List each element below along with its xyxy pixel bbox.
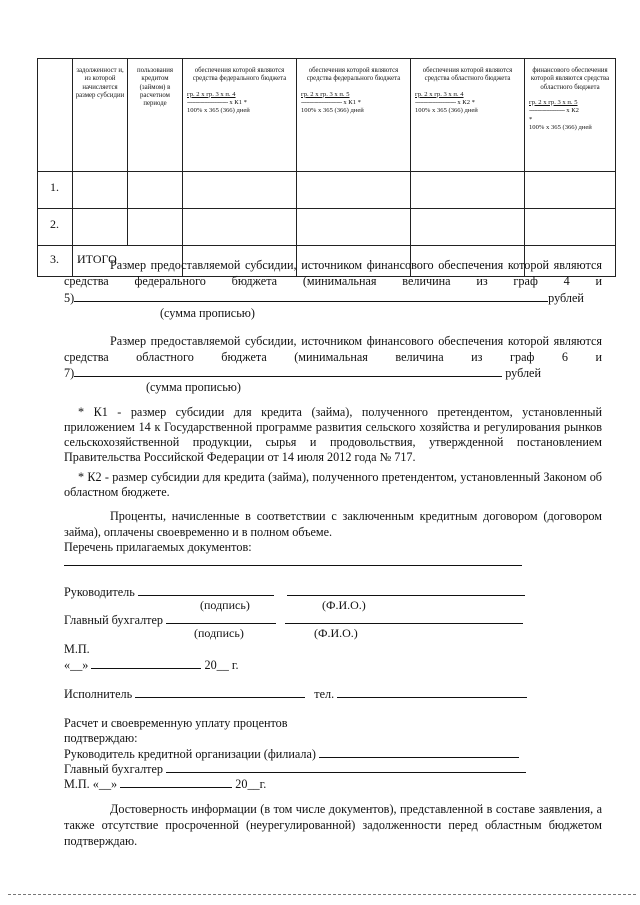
note-k1: * К1 - размер субсидии для кредита (займа), полученного претендентом, установленный приложением 14 к Государственной программе развития сельского хозяйства и регулирования рынков сельскохозяйственной продукции, сырья и продовольствия, утвержденной постановлением Правительства Российской Федерации от 14 июля 2012 года № 717. — [64, 405, 602, 464]
sum-federal-field[interactable] — [74, 290, 548, 302]
table-cell — [73, 172, 128, 209]
header-cell-regional-7: финансового обеспечения которой являются средства областного бюджета гр. 2 х гр. 3 х п. 5 --------------------- х К2 * 100% х 365 (366) дней — [525, 59, 616, 172]
bank-head-label: Руководитель кредитной организации (филиала) — [64, 747, 316, 761]
row-number: 3. — [38, 246, 73, 277]
date-day: «__» — [64, 658, 89, 672]
sum-federal-unit: рублей — [548, 291, 584, 305]
header-cell-number — [38, 59, 73, 172]
sum-regional-text: Размер предоставляемой субсидии, источником финансового обеспечения которой являются средства областного бюджета (минимальная величина из граф 6 и — [64, 334, 602, 364]
bank-year: 20__г. — [235, 777, 267, 791]
header-cell-period: пользования кредитом (займом) в расчетном периоде — [128, 59, 183, 172]
bank-stamp-row — [64, 776, 266, 793]
bank-accountant-field[interactable] — [166, 761, 526, 773]
table-row — [38, 209, 616, 246]
bank-accountant-label: Главный бухгалтер — [64, 762, 164, 776]
head-sign-hint: (подпись) — [200, 598, 250, 612]
table-cell — [73, 209, 128, 246]
formula-k1-p4: гр. 2 х гр. 3 х п. 4 ------------------------ х К1 * 100% х 365 (366) дней — [187, 90, 250, 115]
executor-field[interactable] — [135, 686, 305, 698]
total-label: ИТОГО — [73, 246, 183, 277]
stamp-label: М.П. — [64, 642, 90, 656]
table-cell — [128, 172, 183, 209]
table-cell — [525, 172, 616, 209]
header-cell-federal-4: обеспечения которой являются средства федерального бюджета гр. 2 х гр. 3 х п. 4 ------------------------ х К1 * 100% х 365 (366) дней — [183, 59, 297, 172]
signature-accountant-row — [64, 612, 523, 629]
table-cell — [183, 172, 297, 209]
sum-federal-hint: (сумма прописью) — [160, 306, 255, 320]
phone-field[interactable] — [337, 686, 527, 698]
accountant-label: Главный бухгалтер — [64, 613, 164, 627]
documents-field[interactable] — [64, 565, 522, 566]
sum-regional-field[interactable] — [74, 365, 502, 377]
table-header-row — [38, 59, 616, 172]
date-month-field[interactable] — [91, 657, 201, 669]
row-number: 1. — [38, 172, 73, 209]
sum-regional-unit: рублей — [505, 366, 541, 380]
bank-stamp-date: М.П. «__» — [64, 777, 118, 791]
header-cell-regional-6: обеспечения которой являются средства областного бюджета гр. 2 х гр. 3 х п. 4 ------------------------ х К2 * 100% х 365 (366) дней — [411, 59, 525, 172]
accountant-sign-hint: (подпись) — [194, 626, 244, 640]
interest-statement: Проценты, начисленные в соответствии с заключенным кредитным договором (договором займа), оплачены своевременно и в полном объеме. — [64, 509, 602, 539]
executor-label: Исполнитель — [64, 687, 133, 701]
accountant-name-field[interactable] — [285, 612, 523, 624]
date-row — [64, 657, 239, 674]
table-cell — [128, 209, 183, 246]
table-cell — [525, 209, 616, 246]
signature-head-row — [64, 584, 525, 601]
sum-federal-num: 5) — [64, 291, 75, 305]
sum-regional-line — [64, 365, 602, 382]
head-signature-field[interactable] — [138, 584, 274, 596]
table-cell — [183, 209, 297, 246]
row-number: 2. — [38, 209, 73, 246]
head-label: Руководитель — [64, 585, 135, 599]
sum-regional-num: 7) — [64, 366, 75, 380]
header-cell-federal-5: обеспечения которой являются средства федерального бюджета гр. 2 х гр. 3 х п. 5 ------------------------ х К1 * 100% х 365 (366) дней — [297, 59, 411, 172]
header-cell-debt: задолженност и, из которой начисляется размер субсидии — [73, 59, 128, 172]
sum-federal-line — [64, 290, 602, 307]
formula-k2-p4: гр. 2 х гр. 3 х п. 4 ------------------------ х К2 * 100% х 365 (366) дней — [415, 90, 478, 115]
note-k2: * К2 - размер субсидии для кредита (займа), полученного претендентом, установленный Законом об областном бюджете. — [64, 470, 602, 499]
bank-date-field[interactable] — [120, 776, 232, 788]
documents-label: Перечень прилагаемых документов: — [64, 540, 252, 554]
bank-confirm-line1: Расчет и своевременную уплату процентов — [64, 716, 288, 730]
table-cell — [411, 209, 525, 246]
page-bottom-divider — [8, 894, 636, 895]
subsidy-calculation-table — [37, 58, 616, 277]
formula-k2-p5: гр. 2 х гр. 3 х п. 5 --------------------- х К2 * 100% х 365 (366) дней — [529, 98, 592, 132]
phone-label: тел. — [314, 687, 335, 701]
head-name-field[interactable] — [287, 584, 525, 596]
table-row — [38, 172, 616, 209]
sum-regional-hint: (сумма прописью) — [146, 380, 241, 394]
executor-row — [64, 686, 527, 703]
table-cell — [297, 209, 411, 246]
reliability-statement: Достоверность информации (в том числе документов), представленной в составе заявления, а также отсутствие просроченной (неурегулированной) задолженности перед областным бюджетом подтверждаю. — [64, 802, 602, 848]
accountant-signature-field[interactable] — [166, 612, 276, 624]
accountant-name-hint: (Ф.И.О.) — [314, 626, 358, 640]
formula-k1-p5: гр. 2 х гр. 3 х п. 5 ------------------------ х К1 * 100% х 365 (366) дней — [301, 90, 364, 115]
date-year: 20__ г. — [204, 658, 239, 672]
bank-confirm-line2: подтверждаю: — [64, 731, 138, 745]
table-cell — [297, 172, 411, 209]
table-cell — [411, 172, 525, 209]
bank-head-field[interactable] — [319, 746, 519, 758]
head-name-hint: (Ф.И.О.) — [322, 598, 366, 612]
sum-federal-text: Размер предоставляемой субсидии, источником финансового обеспечения которой являются средства федерального бюджета (минимальная величина из граф 4 и — [64, 258, 602, 288]
